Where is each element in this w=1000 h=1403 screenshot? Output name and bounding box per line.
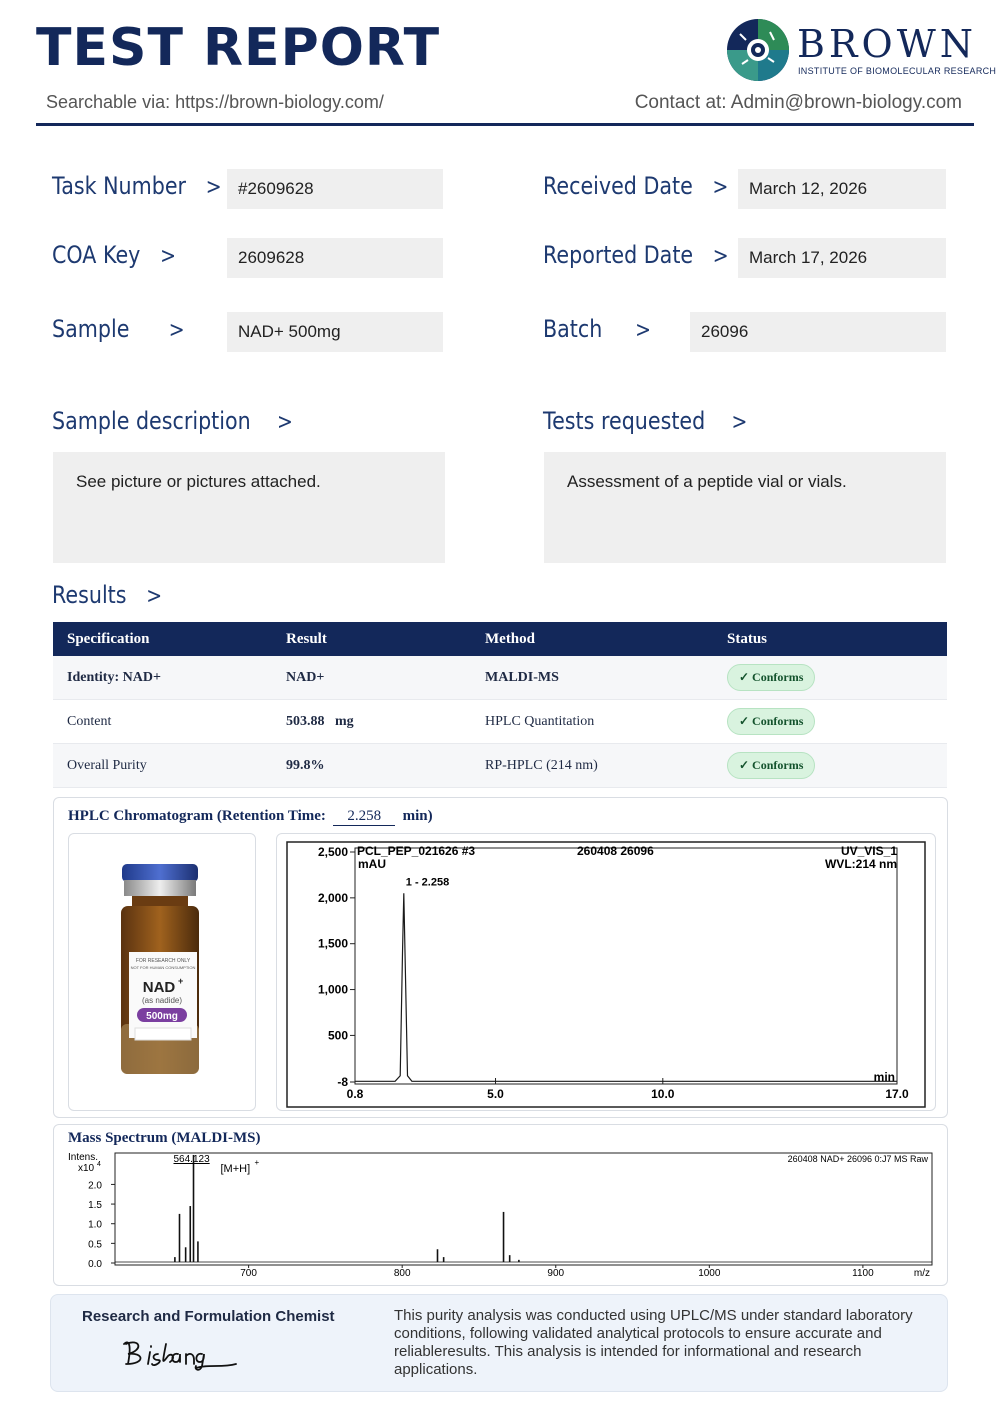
vial-product-sub: (as nadide) (141, 996, 183, 1005)
retention-time-value: 2.258 (333, 808, 395, 826)
sample-description-label: Sample description > (52, 407, 293, 435)
coa-key-value: 2609628 (227, 238, 443, 278)
signature (118, 1334, 242, 1376)
column-header: Status (727, 630, 768, 647)
task-number-label: Task Number > (52, 172, 222, 200)
reported-date-label: Reported Date > (543, 241, 729, 269)
tests-requested-label: Tests requested > (543, 407, 748, 435)
chrom-x-unit: min (873, 1070, 895, 1084)
batch-label: Batch > (543, 315, 652, 343)
ms-x-tick-label: 800 (393, 1268, 411, 1279)
vial-label-line: FOR RESEARCH ONLY (135, 958, 191, 964)
ms-x-tick-label: 1100 (852, 1268, 874, 1279)
vial-product-sup: + (178, 976, 184, 986)
purity-note: This purity analysis was conducted using UPLC/MS under standard laboratory conditions, following validated analytical protocols to ensure accurate and reliableresults. This analysis is intended for informational and research applications. (394, 1307, 913, 1378)
reported-date-value: March 17, 2026 (738, 238, 946, 278)
chemist-title: Research and Formulation Chemist (82, 1308, 335, 1325)
ms-ion-label: [M+H] (220, 1163, 251, 1175)
brand-subtitle: INSTITUTE OF BIOMOLECULAR RESEARCH (798, 66, 997, 76)
column-header: Result (286, 630, 327, 647)
chrom-x-tick-label: 0.8 (346, 1087, 364, 1101)
ms-y-tick-label: 1.5 (88, 1200, 102, 1212)
chrom-peak-label: 1 - 2.258 (405, 876, 450, 889)
chrom-y-tick-label: 1,000 (317, 982, 348, 997)
batch-value: 26096 (690, 312, 946, 352)
ms-y-tick-label: 0.0 (88, 1259, 102, 1270)
hplc-chromatogram (277, 834, 935, 1110)
method-cell: HPLC Quantitation (485, 713, 595, 729)
chromatogram-frame (276, 833, 936, 1111)
ms-y-label-exp: 4 (97, 1161, 101, 1168)
ms-ion-sup: + (254, 1158, 260, 1167)
table-row (53, 744, 947, 788)
coa-key-label: COA Key > (52, 241, 176, 269)
chrom-x-tick-label: 5.0 (487, 1087, 504, 1101)
spec-cell: Content (67, 713, 112, 729)
ms-y-tick-label: 2.0 (88, 1180, 102, 1192)
result-cell: 503.88 mg (286, 713, 354, 729)
received-date-label: Received Date > (543, 172, 729, 200)
chrom-wavelength: WVL:214 nm (824, 857, 897, 871)
chrom-y-tick-label: 500 (327, 1028, 348, 1043)
chrom-y-unit: mAU (358, 857, 387, 871)
received-date-value: March 12, 2026 (738, 169, 946, 209)
results-label: Results > (52, 581, 163, 609)
header-divider (36, 123, 974, 126)
chevron-right-icon: > (712, 175, 729, 200)
result-unit: mg (335, 713, 354, 729)
table-header (53, 622, 947, 656)
result-cell: 99.8% (286, 757, 325, 773)
column-header: Specification (67, 630, 150, 647)
vial-image (69, 834, 255, 1110)
spec-cell: Overall Purity (67, 757, 147, 773)
column-header: Method (485, 630, 535, 647)
table-row (53, 700, 947, 744)
results-table (53, 622, 947, 788)
ms-run-label: 260408 NAD+ 26096 0:J7 MS Raw (787, 1154, 928, 1164)
chevron-right-icon: > (146, 584, 163, 609)
chevron-right-icon: > (731, 410, 748, 435)
chrom-x-tick-label: 10.0 (651, 1087, 675, 1101)
chrom-y-tick-label: 2,000 (317, 890, 348, 905)
ms-y-label: x10 (78, 1163, 95, 1174)
contact-email-text: Contact at: Admin@brown-biology.com (634, 92, 962, 113)
task-number-value: #2609628 (227, 169, 443, 209)
status-badge: ✓ Conforms (727, 752, 815, 779)
result-cell: NAD+ (286, 669, 325, 685)
hplc-title: HPLC Chromatogram (Retention Time: 2.258 min) (68, 808, 433, 824)
method-cell: RP-HPLC (214 nm) (485, 757, 598, 773)
vial-product-name: NAD (142, 979, 176, 996)
chevron-right-icon: > (712, 244, 729, 269)
method-cell: MALDI-MS (485, 669, 559, 685)
mass-spectrum (60, 1148, 940, 1282)
vial-label-line: NOT FOR HUMAN CONSUMPTION (130, 965, 196, 970)
spec-cell: Identity: NAD+ (67, 669, 161, 685)
chrom-channel: UV_VIS_1 (840, 844, 897, 858)
ms-y-tick-label: 1.0 (88, 1219, 102, 1231)
status-badge: ✓ Conforms (727, 708, 815, 735)
ms-y-label: Intens. (68, 1152, 99, 1163)
chevron-right-icon: > (168, 318, 185, 343)
chevron-right-icon: > (205, 175, 222, 200)
chrom-y-tick-label: 1,500 (317, 936, 348, 951)
status-badge: ✓ Conforms (727, 664, 815, 691)
report-title: TEST REPORT (36, 18, 441, 78)
tests-requested-box: Assessment of a peptide vial or vials. (544, 452, 946, 563)
ms-peak-label: 564.123 (173, 1154, 210, 1165)
chrom-x-tick-label: 17.0 (885, 1087, 909, 1101)
search-url-text: Searchable via: https://brown-biology.com/ (46, 92, 384, 112)
chevron-right-icon: > (635, 318, 652, 343)
sample-label: Sample > (52, 315, 185, 343)
chrom-y-tick-label: -8 (337, 1075, 348, 1089)
ms-title: Mass Spectrum (MALDI-MS) (68, 1130, 261, 1146)
chevron-right-icon: > (160, 244, 176, 269)
sample-description-box: See picture or pictures attached. (53, 452, 445, 563)
sample-value: NAD+ 500mg (227, 312, 443, 352)
ms-x-tick-label: 1000 (698, 1268, 721, 1279)
table-row (53, 656, 947, 700)
ms-x-tick-label: 700 (240, 1268, 257, 1279)
brown-logo-icon (726, 18, 790, 82)
ms-x-unit: m/z (913, 1268, 930, 1279)
brand-name: BROWN (797, 22, 977, 66)
chrom-run-id: 260408 26096 (577, 844, 654, 858)
vial-dose: 500mg (146, 1011, 178, 1022)
chrom-sample-id: PCL_PEP_021626 #3 (357, 844, 476, 858)
ms-x-tick-label: 900 (547, 1268, 565, 1279)
vial-image-frame (68, 833, 256, 1111)
chrom-y-tick-label: 2,500 (317, 845, 348, 859)
ms-y-tick-label: 0.5 (88, 1239, 102, 1251)
chevron-right-icon: > (276, 410, 293, 435)
